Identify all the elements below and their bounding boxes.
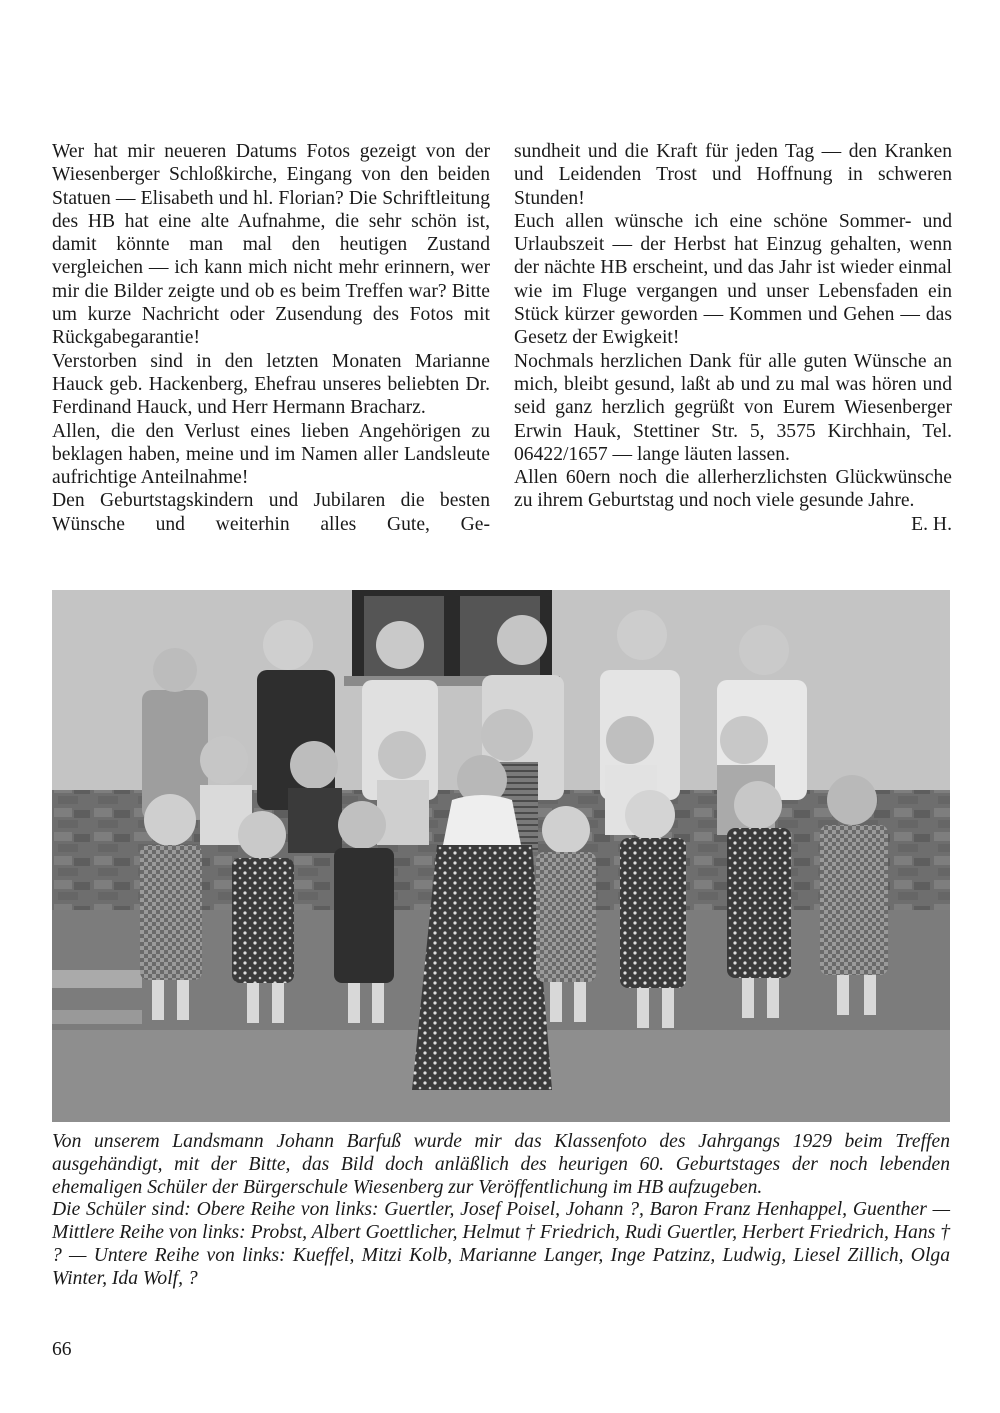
page-number: 66 xyxy=(52,1339,72,1360)
signature-line xyxy=(514,513,952,536)
paragraph-summer-wishes: Euch allen wünsche ich eine schöne Sommer- und Urlaubszeit — der Herbst hat Einzug gehalten, wenn der nächte HB erscheint, und das Jahr ist wieder einmal wie im Fluge vergangen und unser Lebensfaden ein Stück kürzer geworden — Kommen und Gehen — das Gesetz der Ewigkeit! xyxy=(514,210,952,349)
signature: E. H. xyxy=(911,513,952,535)
caption-names: Die Schüler sind: Obere Reihe von links: Guertler, Josef Poisel, Johann ?, Baron Franz Henhappel, Guenther — Mittlere Reihe von links: Probst, Albert Goettlicher, Helmut † Friedrich, Rudi Guertler, Herbert Friedrich, Hans † ? — Untere Reihe von links: Kueffel, Mitzi Kolb, Marianne Langer, Inge Patzinz, Ludwig, Liesel Zillich, Olga Winter, Ida Wolf, ? xyxy=(52,1199,950,1289)
paragraph-thanks: Nochmals herzlichen Dank für alle guten Wünsche an mich, bleibt gesund, laßt ab und zu mal was hören und seid ganz herzlich gegrüßt von Eurem Wiesenberger Erwin Hauk, Stettiner Str. 5, 3575 Kirchhain, Tel. 06422/1657 — lange läuten lassen. xyxy=(514,350,952,465)
paragraph-closing xyxy=(514,466,952,513)
class-photo-illustration xyxy=(52,590,950,1122)
closing-text: Allen 60ern noch die allerherzlichsten Glückwünsche zu ihrem Geburtstag und noch viele gesunde Jahre. xyxy=(514,467,952,512)
left-column xyxy=(52,140,490,536)
paragraph-birthday-wishes: Den Geburtstagskindern und Jubilaren die besten Wünsche und weiterhin alles Gute, Ge- xyxy=(52,490,490,535)
class-photo xyxy=(52,590,950,1122)
right-column xyxy=(514,140,952,536)
paragraph-photo-request: Wer hat mir neueren Datums Fotos gezeigt von der Wiesenberger Schloßkirche, Eingang von den beiden Statuen — Elisabeth und hl. Florian? Die Schriftleitung des HB hat eine alte Aufnahme, die sehr schön ist, damit könnte man mal den heutigen Zustand vergleichen — ich kann mich nicht mehr erinnern, wer mir die Bilder zeigte und ob es beim Treffen war? Bitte um kurze Nachricht oder Zusendung des Fotos mit Rückgabegarantie! xyxy=(52,141,490,349)
paragraph-health-wishes: sundheit und die Kraft für jeden Tag — den Kranken und Leidenden Trost und Hoffnung in schweren Stunden! xyxy=(514,141,952,209)
photo-caption xyxy=(52,1131,950,1291)
caption-intro: Von unserem Landsmann Johann Barfuß wurde mir das Klassenfoto des Jahrgangs 1929 beim Treffen ausgehändigt, mit der Bitte, das Bild doch anläßlich des heurigen 60. Geburtstages der noch lebenden ehemaligen Schüler der Bürgerschule Wiesenberg zur Veröffentlichung im HB aufzugeben. xyxy=(52,1131,950,1198)
paragraph-condolence: Allen, die den Verlust eines lieben Angehörigen zu beklagen haben, meine und im Namen aller Landsleute aufrichtige Anteilnahme! xyxy=(52,420,490,489)
paragraph-obituary: Verstorben sind in den letzten Monaten Marianne Hauck geb. Hackenberg, Ehefrau unseres beliebten Dr. Ferdinand Hauck, und Herr Hermann Bracharz. xyxy=(52,350,490,419)
